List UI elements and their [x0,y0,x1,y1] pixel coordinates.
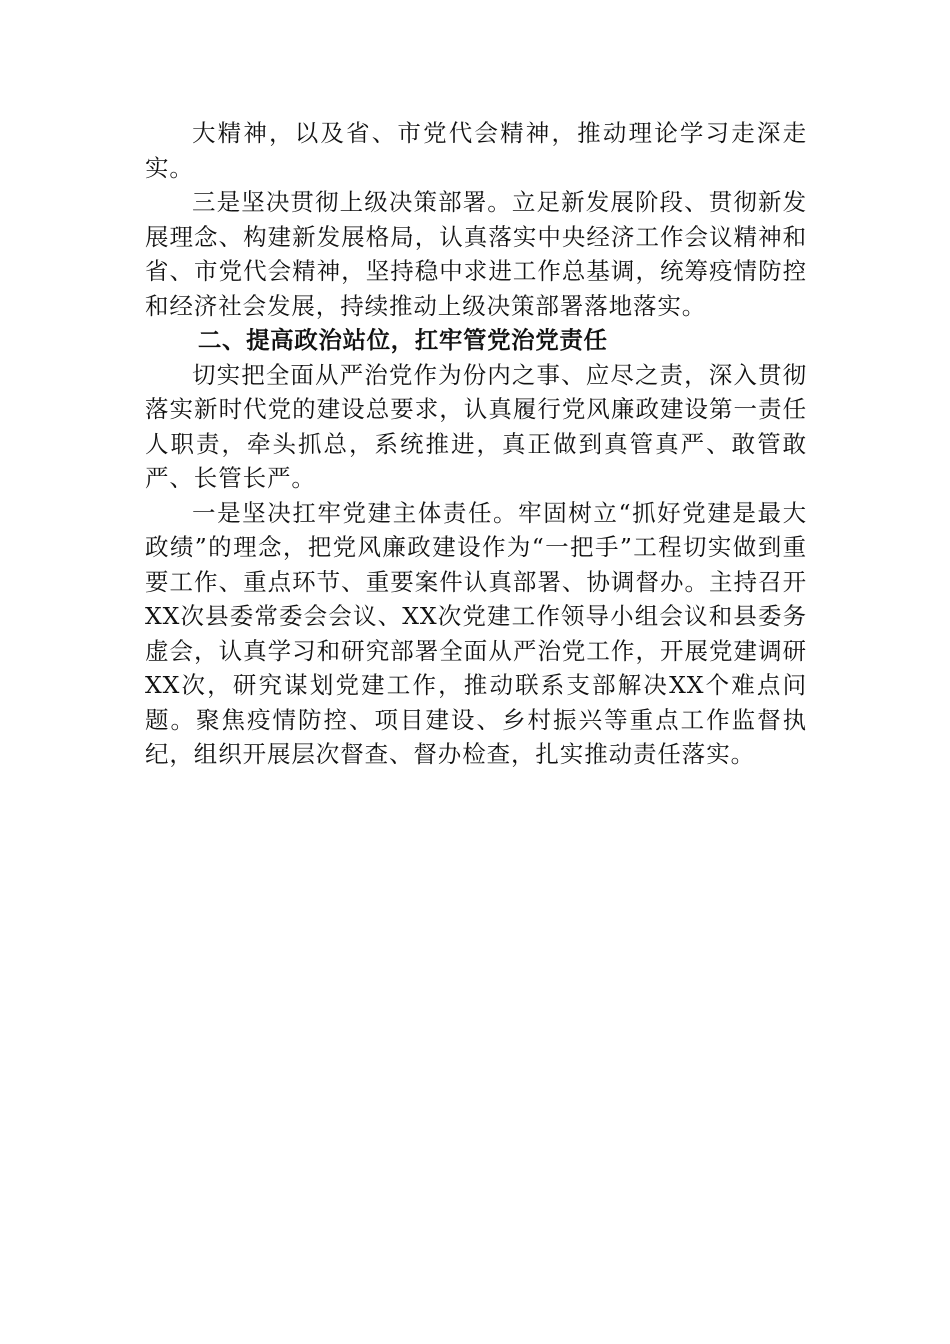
paragraph-continued: 大精神，以及省、市党代会精神，推动理论学习走深走实。 [145,119,807,182]
paragraph-party-building-responsibility: 一是坚决扛牢党建主体责任。牢固树立“抓好党建是最大政绩”的理念，把党风廉政建设作为“一把手”工程切实做到重要工作、重点环节、重要案件认真部署、协调督办。主持召开XX次县委常委会会议、XX次党建工作领导小组会议和县委务虚会，认真学习和研究部署全面从严治党工作，开展党建调研XX次，研究谋划党建工作，推动联系支部解决XX个难点问题。聚焦疫情防控、项目建设、乡村振兴等重点工作监督执纪，组织开展层次督查、督办检查，扎实推动责任落实。 [145,498,807,768]
document-body [145,116,807,772]
paragraph-party-governance: 切实把全面从严治党作为份内之事、应尽之责，深入贯彻落实新时代党的建设总要求，认真履行党风廉政建设第一责任人职责，牵头抓总，系统推进，真正做到真管真严、敢管敢严、长管长严。 [145,360,807,492]
section-heading: 二、提高政治站位，扛牢管党治党责任 [197,326,608,354]
paragraph-implement-decisions: 三是坚决贯彻上级决策部署。立足新发展阶段、贯彻新发展理念、构建新发展格局，认真落实中央经济工作会议精神和省、市党代会精神，坚持稳中求进工作总基调，统筹疫情防控和经济社会发展，持续推动上级决策部署落地落实。 [145,188,807,320]
